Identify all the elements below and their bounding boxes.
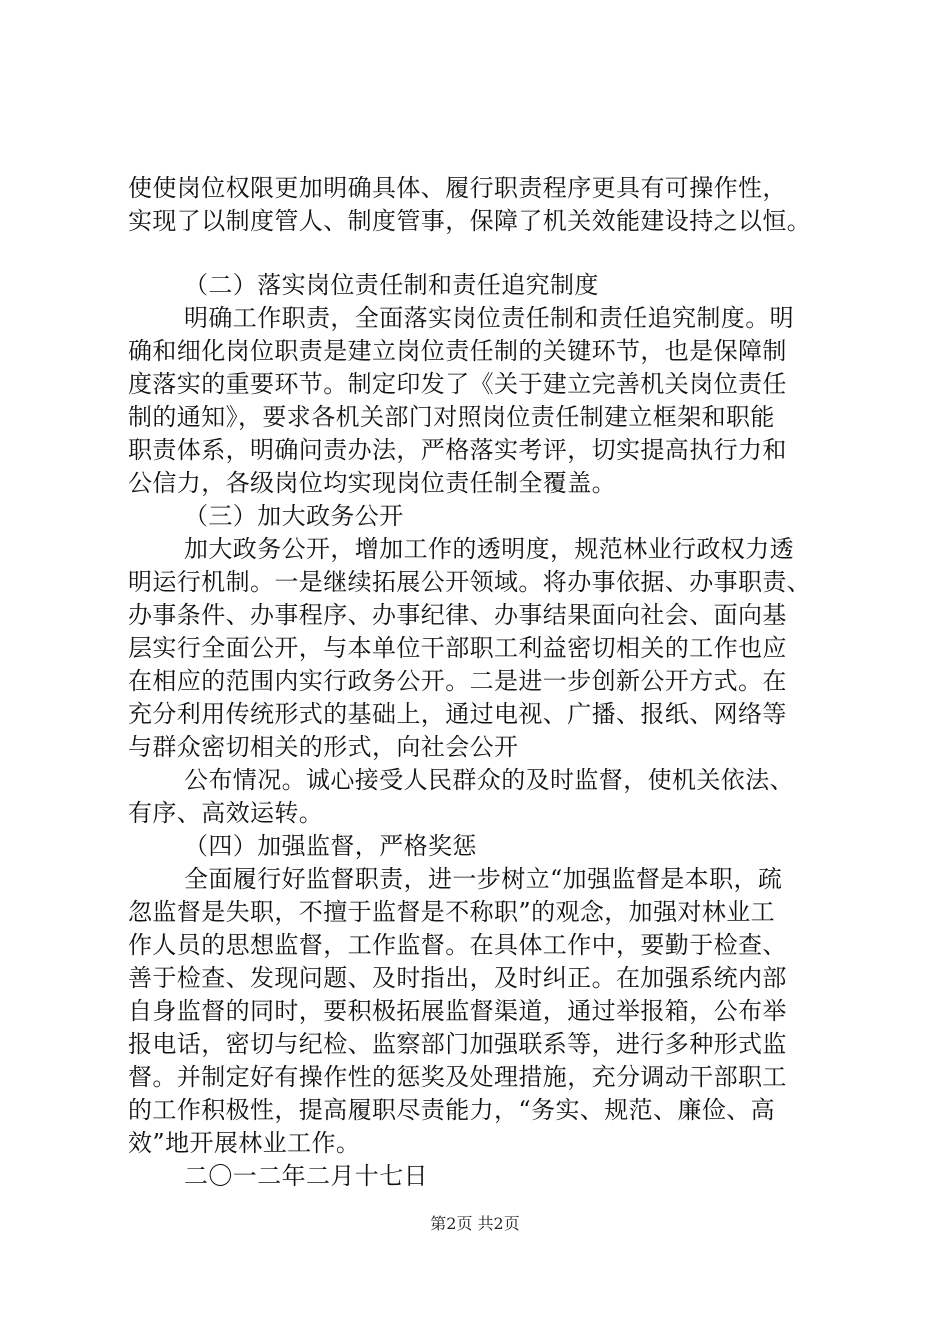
text-line: 忽监督是失职，不擅于监督是不称职”的观念，加强对林业工 — [128, 898, 776, 926]
text-line: 自身监督的同时，要积极拓展监督渠道，通过举报箱，公布举 — [128, 997, 787, 1025]
paragraph-gap — [128, 238, 858, 269]
text-line: （四）加强监督，严格奖惩 — [184, 832, 477, 860]
text-line: 公信力，各级岗位均实现岗位责任制全覆盖。 — [128, 469, 616, 497]
text-line: 确和细化岗位职责是建立岗位责任制的关键环节，也是保障制 — [128, 337, 787, 365]
text-line: 使使岗位权限更加明确具体、履行职责程序更具有可操作性， — [128, 174, 787, 202]
text-line: 全面履行好监督职责，进一步树立“加强监督是本职，疏 — [184, 865, 783, 893]
text-line: 层实行全面公开，与本单位干部职工利益密切相关的工作也应 — [128, 634, 787, 662]
text-line: （二）落实岗位责任制和责任追究制度 — [184, 271, 599, 299]
text-line: 加大政务公开，增加工作的透明度，规范林业行政权力透 — [184, 535, 794, 563]
text-line: 善于检查、发现问题、及时指出，及时纠正。在加强系统内部 — [128, 964, 787, 992]
text-line: 公布情况。诚心接受人民群众的及时监督，使机关依法、 — [184, 766, 794, 794]
text-line: 度落实的重要环节。制定印发了《关于建立完善机关岗位责任 — [128, 370, 787, 398]
text-line: 二〇一二年二月十七日 — [184, 1162, 428, 1190]
text-line: 与群众密切相关的形式，向社会公开 — [128, 733, 519, 761]
text-line: 明确工作职责，全面落实岗位责任制和责任追究制度。明 — [184, 304, 794, 332]
text-line: 职责体系，明确问责办法，严格落实考评，切实提高执行力和 — [128, 436, 787, 464]
document-body — [128, 172, 858, 1193]
text-line: 督。并制定好有操作性的惩奖及处理措施，充分调动干部职工 — [128, 1063, 787, 1091]
text-line: 在相应的范围内实行政务公开。二是进一步创新公开方式。在 — [128, 667, 787, 695]
text-line: 实现了以制度管人、制度管事，保障了机关效能建设持之以恒。 — [128, 207, 812, 235]
text-line: 办事条件、办事程序、办事纪律、办事结果面向社会、面向基 — [128, 601, 787, 629]
text-line: 报电话，密切与纪检、监察部门加强联系等，进行多种形式监 — [128, 1030, 787, 1058]
page-footer: 第2页 共2页 — [430, 1214, 520, 1233]
text-line: 效”地开展林业工作。 — [128, 1129, 361, 1157]
text-line: 明运行机制。一是继续拓展公开领域。将办事依据、办事职责、 — [128, 568, 812, 596]
text-line: 有序、高效运转。 — [128, 799, 324, 827]
text-line: （三）加大政务公开 — [184, 502, 404, 530]
text-line: 作人员的思想监督，工作监督。在具体工作中，要勤于检查、 — [128, 931, 787, 959]
text-line: 充分利用传统形式的基础上，通过电视、广播、报纸、网络等 — [128, 700, 787, 728]
text-line: 制的通知》，要求各机关部门对照岗位责任制建立框架和职能 — [128, 403, 775, 431]
text-line: 的工作积极性，提高履职尽责能力，“务实、规范、廉俭、高 — [128, 1096, 776, 1124]
